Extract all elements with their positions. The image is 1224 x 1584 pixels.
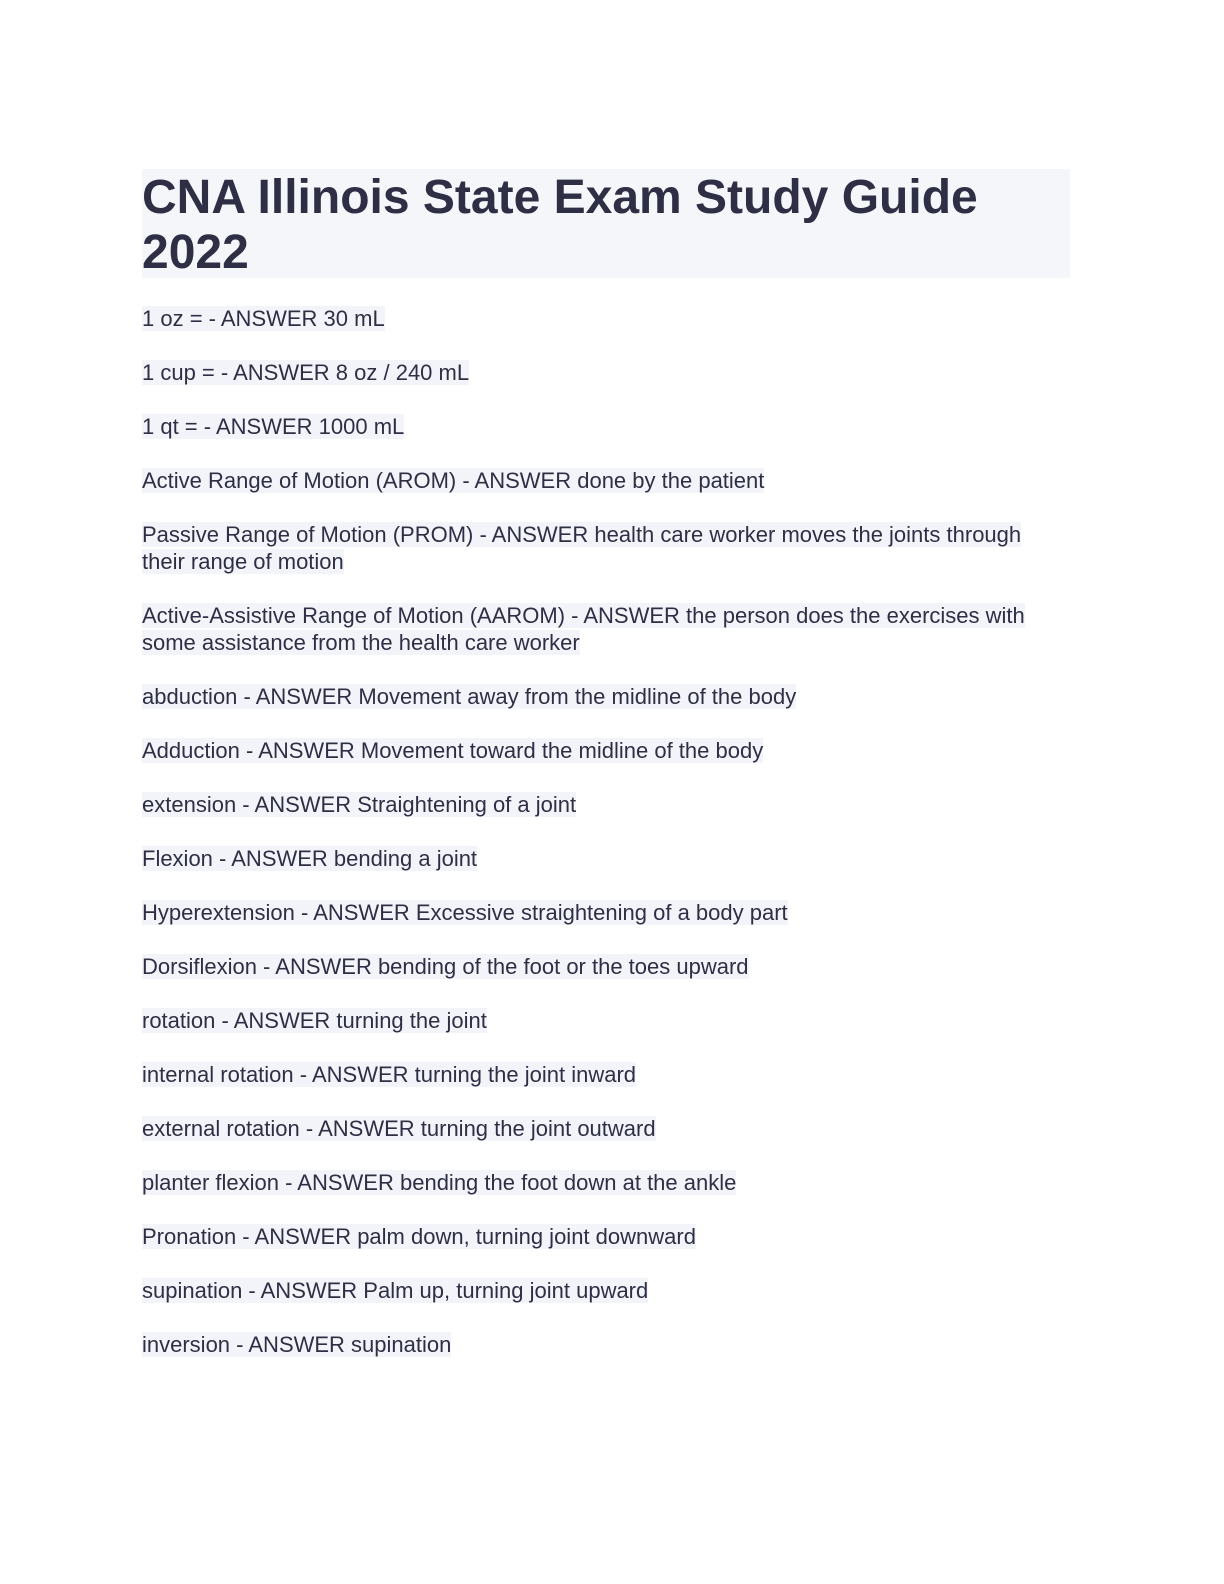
list-item [142,737,1070,764]
list-item [142,953,1070,980]
list-item [142,1331,1070,1358]
entry-text: extension - ANSWER Straightening of a joint [142,792,577,817]
entry-text: external rotation - ANSWER turning the joint outward [142,1116,656,1141]
list-item [142,683,1070,710]
entry-text: 1 cup = - ANSWER 8 oz / 240 mL [142,360,470,385]
entry-text: inversion - ANSWER supination [142,1332,452,1357]
entry-text: planter flexion - ANSWER bending the foot down at the ankle [142,1170,737,1195]
list-item [142,1061,1070,1088]
entry-text: Passive Range of Motion (PROM) - ANSWER health care worker moves the joints through their range of motion [142,522,1022,574]
list-item [142,1007,1070,1034]
list-item [142,359,1070,386]
flashcard-list [142,305,1070,1358]
list-item [142,1277,1070,1304]
list-item [142,521,1070,575]
list-item [142,602,1070,656]
entry-text: Active-Assistive Range of Motion (AAROM) - ANSWER the person does the exercises with some assistance from the health care worker [142,603,1025,655]
entry-text: internal rotation - ANSWER turning the joint inward [142,1062,637,1087]
list-item [142,467,1070,494]
document-page [142,169,1070,1385]
list-item [142,413,1070,440]
entry-text: Active Range of Motion (AROM) - ANSWER done by the patient [142,468,765,493]
list-item [142,1115,1070,1142]
page-title: CNA Illinois State Exam Study Guide 2022 [142,171,978,279]
entry-text: Adduction - ANSWER Movement toward the midline of the body [142,738,764,763]
entry-text: 1 oz = - ANSWER 30 mL [142,306,385,331]
list-item [142,1169,1070,1196]
entry-text: Pronation - ANSWER palm down, turning joint downward [142,1224,696,1249]
list-item [142,899,1070,926]
list-item [142,1223,1070,1250]
entry-text: Hyperextension - ANSWER Excessive straightening of a body part [142,900,788,925]
entry-text: abduction - ANSWER Movement away from the midline of the body [142,684,797,709]
list-item [142,305,1070,332]
title-block [142,169,1070,278]
list-item [142,845,1070,872]
entry-text: Flexion - ANSWER bending a joint [142,846,478,871]
entry-text: 1 qt = - ANSWER 1000 mL [142,414,405,439]
entry-text: supination - ANSWER Palm up, turning joint upward [142,1278,649,1303]
entry-text: Dorsiflexion - ANSWER bending of the foot or the toes upward [142,954,749,979]
list-item [142,791,1070,818]
entry-text: rotation - ANSWER turning the joint [142,1008,487,1033]
